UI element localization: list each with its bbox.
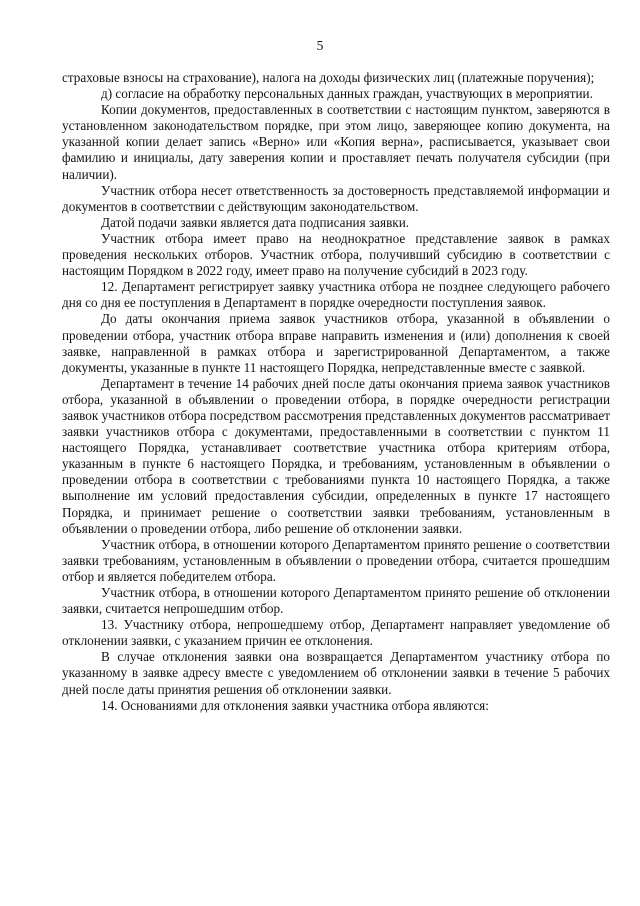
paragraph: Участник отбора имеет право на неоднократное представление заявок в рамках проведения нескольких отборов. Участник отбора, получивший субсидию в соответствии с настоящим Порядком в 2022 году, имеет право на получение субсидий в 2023 году. <box>62 230 610 279</box>
paragraph: Участник отбора, в отношении которого Департаментом принято решение об отклонении заявки, считается непрошедшим отбор. <box>62 585 610 617</box>
paragraph: 14. Основаниями для отклонения заявки участника отбора являются: <box>101 697 489 713</box>
paragraph: Участник отбора несет ответственность за достоверность представляемой информации и документов в соответствии с действующим законодательством. <box>62 182 610 214</box>
page-number: 5 <box>316 38 324 53</box>
paragraph: д) согласие на обработку персональных данных граждан, участвующих в мероприятии. <box>101 86 593 102</box>
paragraph: Копии документов, предоставленных в соответствии с настоящим пунктом, заверяются в установленном законодательством порядке, при этом лицо, заверяющее копию документа, на указанной копии делает запись «Верно» или «Копия верна», расписывается, указывает свои фамилию и инициалы, дату заверения копии и проставляет печать получателя субсидии (при наличии). <box>62 102 610 182</box>
paragraph: страховые взносы на страхование), налога на доходы физических лиц (платежные поручения); <box>62 70 595 85</box>
paragraph: В случае отклонения заявки она возвращается Департаментом участнику отбора по указанному в заявке адресу вместе с уведомлением об отклонении заявки в течение 5 рабочих дней после даты принятия решения об отклонении заявки. <box>62 649 610 697</box>
paragraph: До даты окончания приема заявок участников отбора, указанной в объявлении о проведении отбора, участник отбора вправе направить изменения и (или) дополнения к своей заявке, направленной в рамках отбора и зарегистрированной Департаментом, а также документы, указанные в пункте 11 настоящего Порядка, непредставленные вместе с заявкой. <box>62 311 610 375</box>
paragraph: 13. Участнику отбора, непрошедшему отбор, Департамент направляет уведомление об отклонении заявки, с указанием причин ее отклонения. <box>62 617 610 649</box>
paragraph: Участник отбора, в отношении которого Департаментом принято решение о соответствии заявки требованиям, установленным в объявлении о проведении отбора, считается прошедшим отбор и является победителем отбора. <box>62 536 610 584</box>
paragraph: Датой подачи заявки является дата подписания заявки. <box>101 214 410 230</box>
document-body <box>62 70 610 714</box>
paragraph: Департамент в течение 14 рабочих дней после даты окончания приема заявок участников отбора, указанной в объявлении о проведении отбора, в порядке очередности регистрации заявок участников отбора посредством рассмотрения представленных документов рассматривает заявки участников отбора с документами, предоставленными в соответствии с пунктом 11 настоящего Порядка, устанавливает соответствие участника отбора критериям отбора, указанным в пункте 6 настоящего Порядка, и требованиям, установленным в объявлении о проведении отбора в соответствии с требованиями пункта 10 настоящего Порядка, а также выполнение им условий предоставления субсидии, определенных в пункте 17 настоящего Порядка, и принимает решение о соответствии заявки требованиям, установленным в объявлении о проведении отбора, либо решение об отклонении заявки. <box>62 375 610 536</box>
paragraph: 12. Департамент регистрирует заявку участника отбора не позднее следующего рабочего дня со дня ее поступления в Департамент в порядке очередности поступления заявок. <box>62 279 610 311</box>
